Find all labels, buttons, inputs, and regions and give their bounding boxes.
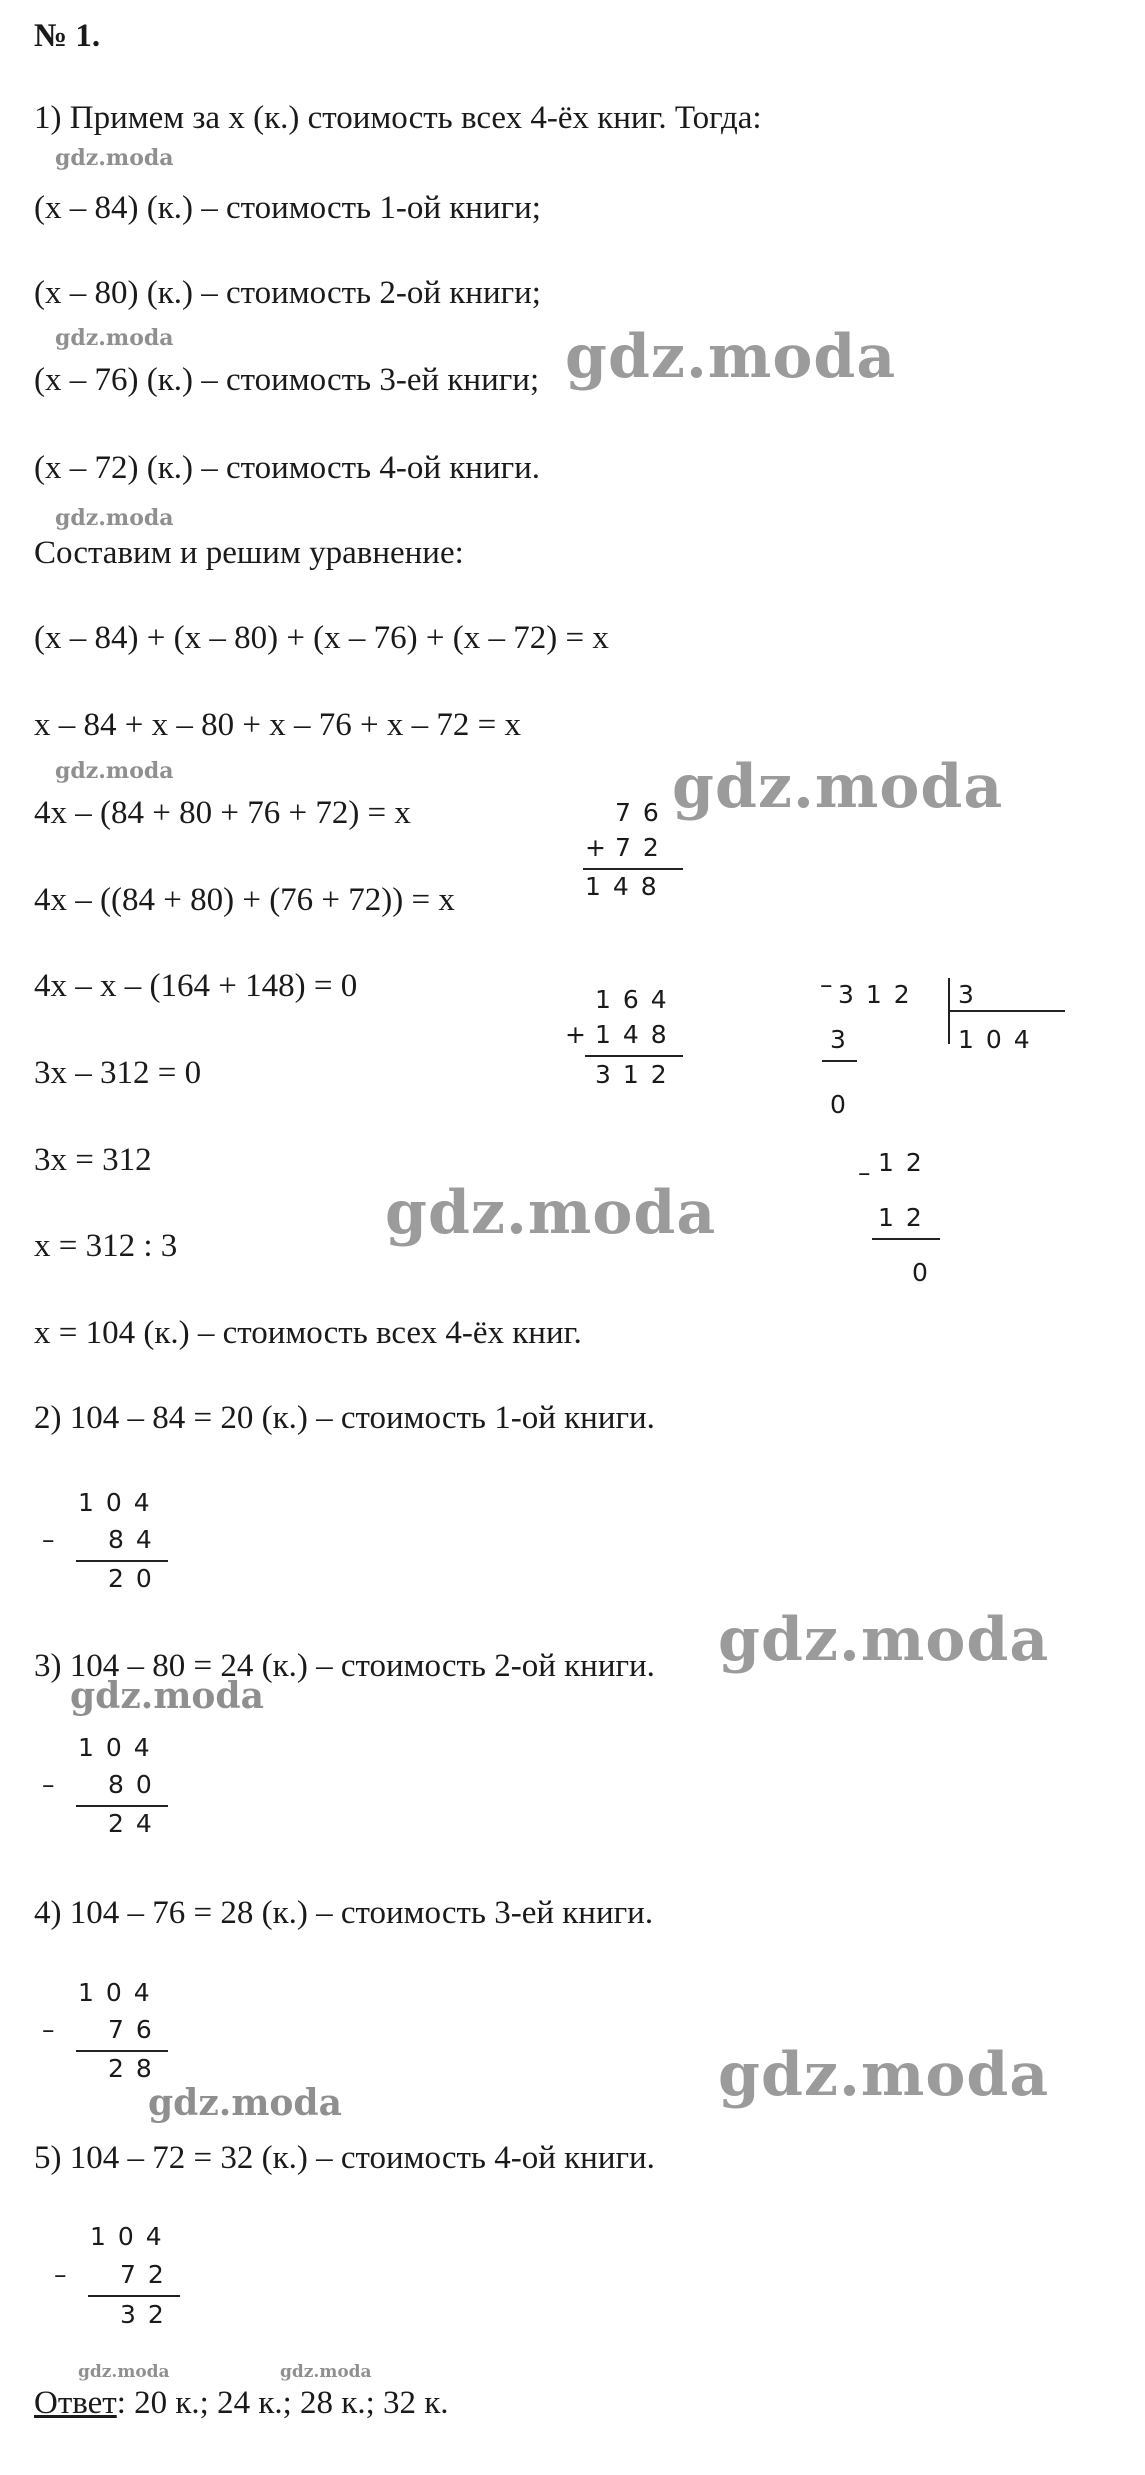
quotient: 1 0 4: [958, 1025, 1032, 1054]
addend-b: 1 4 8: [595, 1020, 669, 1049]
subtrahend-1: 3: [830, 1025, 848, 1054]
partial-dividend: 1 2: [878, 1148, 924, 1177]
difference-line: [76, 1805, 168, 1807]
minus-sign: –: [54, 2260, 69, 2289]
equation-line-4: 4x – ((84 + 80) + (76 + 72)) = x: [34, 882, 455, 918]
difference-line: [76, 1560, 168, 1562]
watermark-logo: gdz.moda: [78, 2362, 170, 2382]
text-line-2: (x – 84) (к.) – стоимость 1-ой книги;: [34, 190, 541, 226]
text-line-1: 1) Примем за x (к.) стоимость всех 4-ёх книг. Тогда:: [34, 100, 762, 136]
equation-line-9: x = 104 (к.) – стоимость всех 4-ёх книг.: [34, 1315, 582, 1351]
minus-sign: –: [42, 2015, 57, 2044]
subtrahend: 7 6: [108, 2015, 154, 2044]
minuend: 1 0 4: [78, 1978, 152, 2007]
subtrahend-2: 1 2: [878, 1203, 924, 1232]
addend-a: 7 6: [615, 798, 661, 827]
answer-label: Ответ: [34, 2385, 117, 2421]
equation-line-7: 3x = 312: [34, 1142, 152, 1178]
watermark-logo: gdz.moda: [148, 2082, 342, 2124]
answer-text: : 20 к.; 24 к.; 28 к.; 32 к.: [116, 2385, 449, 2421]
minus-sign: –: [820, 970, 835, 999]
text-line-5: (x – 72) (к.) – стоимость 4-ой книги.: [34, 450, 541, 486]
watermark-logo: gdz.moda: [55, 145, 174, 171]
difference-line: [76, 2050, 168, 2052]
minus-sign: –: [42, 1770, 57, 1799]
step-3-line: 3) 104 – 80 = 24 (к.) – стоимость 2-ой книги.: [34, 1648, 655, 1684]
text-line-4: (x – 76) (к.) – стоимость 3-ей книги;: [34, 362, 540, 398]
subtract-line-2: [872, 1238, 940, 1240]
plus-sign: +: [565, 1020, 588, 1049]
difference-line: [88, 2295, 180, 2297]
text-line-3: (x – 80) (к.) – стоимость 2-ой книги;: [34, 275, 541, 311]
difference: 2 0: [108, 1564, 154, 1593]
difference: 3 2: [120, 2300, 166, 2329]
watermark-logo: gdz.moda: [55, 505, 174, 531]
addend-b: 7 2: [615, 833, 661, 862]
equation-line-1: (x – 84) + (x – 80) + (x – 76) + (x – 72) = x: [34, 620, 609, 656]
text-line-6: Составим и решим уравнение:: [34, 535, 464, 571]
watermark-logo: gdz.moda: [718, 1605, 1050, 1675]
equation-line-8: x = 312 : 3: [34, 1228, 178, 1264]
step-4-line: 4) 104 – 76 = 28 (к.) – стоимость 3-ей книги.: [34, 1895, 654, 1931]
sum-line: [585, 1055, 683, 1057]
exercise-number: № 1.: [34, 18, 101, 54]
watermark-logo: gdz.moda: [672, 752, 1004, 822]
remainder-2: 0: [912, 1258, 930, 1287]
answer-line: [34, 2385, 449, 2422]
step-2-line: 2) 104 – 84 = 20 (к.) – стоимость 1-ой книги.: [34, 1400, 655, 1436]
minuend: 1 0 4: [90, 2222, 164, 2251]
watermark-logo: gdz.moda: [70, 1675, 264, 1717]
equation-line-5: 4x – x – (164 + 148) = 0: [34, 968, 358, 1004]
subtrahend: 7 2: [120, 2260, 166, 2289]
divisor-line: [950, 1010, 1065, 1012]
watermark-logo: gdz.moda: [55, 325, 174, 351]
watermark-logo: gdz.moda: [385, 1178, 717, 1248]
step-5-line: 5) 104 – 72 = 32 (к.) – стоимость 4-ой книги.: [34, 2140, 655, 2176]
divisor: 3: [958, 980, 976, 1009]
addend-a: 1 6 4: [595, 985, 669, 1014]
difference: 2 4: [108, 1809, 154, 1838]
plus-sign: +: [585, 833, 608, 862]
equation-line-2: x – 84 + x – 80 + x – 76 + x – 72 = x: [34, 707, 521, 743]
dividend: 3 1 2: [838, 980, 912, 1009]
minuend: 1 0 4: [78, 1488, 152, 1517]
minus-sign: –: [42, 1525, 57, 1554]
minuend: 1 0 4: [78, 1733, 152, 1762]
sum-result: 3 1 2: [595, 1060, 669, 1089]
subtrahend: 8 0: [108, 1770, 154, 1799]
watermark-logo: gdz.moda: [280, 2362, 372, 2382]
remainder-1: 0: [830, 1090, 848, 1119]
equation-line-6: 3x – 312 = 0: [34, 1055, 202, 1091]
equation-line-3: 4x – (84 + 80 + 76 + 72) = x: [34, 795, 411, 831]
difference: 2 8: [108, 2054, 154, 2083]
subtrahend: 8 4: [108, 1525, 154, 1554]
watermark-logo: gdz.moda: [565, 322, 897, 392]
subtract-line-1: [822, 1060, 857, 1062]
minus-sign-2: –: [858, 1158, 873, 1187]
sum-line: [583, 868, 683, 870]
watermark-logo: gdz.moda: [718, 2040, 1050, 2110]
sum-result: 1 4 8: [585, 872, 659, 901]
watermark-logo: gdz.moda: [55, 758, 174, 784]
